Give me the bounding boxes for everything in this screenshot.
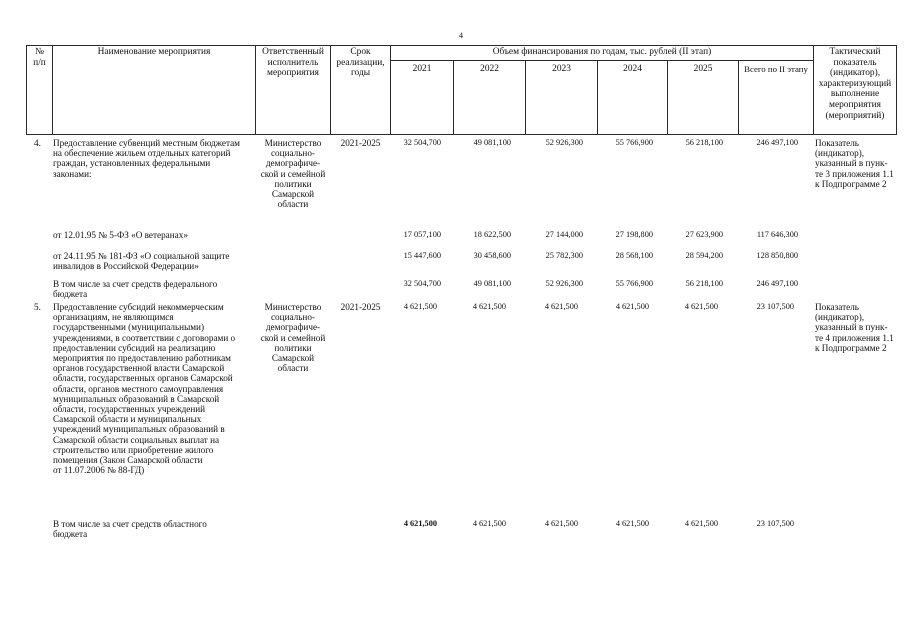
row-value-2025: 56 218,100: [685, 279, 723, 288]
row-value-2023: 27 144,000: [545, 230, 583, 239]
page-number: 4: [459, 31, 463, 40]
header-responsible: Ответственный исполнитель мероприятия: [262, 47, 324, 79]
header-col-line: [390, 45, 391, 135]
row-value-2022: 18 622,500: [473, 230, 511, 239]
row-name: Предоставление субсидий некоммерческим организациям, не являющимся государственными (муниципальными) учреждениями, в соответствии с договорами о предоставлении субсидий на реализацию мероприятия по предоставлению работникам органов государственной власти Самарской области, государственных органов Самарской области, органов местного самоуправления муниципальных образований в Самарской области, государственных учреждений Самарской области и муниципальных учреждений муниципальных образований в Самарской области социальных выплат на строительство или приобретение жилого помещения (Закон Самарской области от 11.07.2006 № 88-ГД): [53, 302, 236, 476]
header-year: 2021: [412, 64, 432, 74]
row-value-2023: 52 926,300: [545, 279, 583, 288]
header-year: 2024: [623, 64, 642, 74]
row-responsible: Министерство социально- демографиче- ской и семейной политики Самарской области: [260, 302, 326, 374]
row-indicator: Показатель (индикатор), указанный в пунк- те 3 приложения 1.1 к Подпрограмме 2: [815, 138, 894, 189]
row-value-2024: 55 766,900: [615, 138, 653, 147]
row-value-2021: 4 621,500: [403, 519, 437, 528]
row-value-2022: 49 081,100: [473, 279, 511, 288]
row-value-2025: 4 621,500: [684, 302, 718, 311]
row-value-2022: 49 081,100: [473, 138, 511, 147]
row-name: В том числе за счет средств федерального бюджета: [53, 279, 218, 300]
row-value-2021: 17 057,100: [403, 230, 441, 239]
row-total: 23 107,500: [756, 302, 794, 311]
header-bottom-border: [26, 134, 896, 135]
row-value-2023: 4 621,500: [544, 302, 578, 311]
row-value-2022: 4 621,500: [472, 519, 506, 528]
header-num: № п/п: [33, 47, 46, 68]
row-value-2022: 30 458,600: [473, 251, 511, 260]
header-col-line: [896, 45, 897, 135]
row-value-2025: 56 218,100: [685, 138, 723, 147]
row-value-2021: 32 504,700: [403, 279, 441, 288]
row-term: 2021-2025: [340, 138, 381, 148]
row-value-2021: 15 447,600: [403, 251, 441, 260]
row-value-2024: 4 621,500: [615, 519, 649, 528]
row-name: В том числе за счет средств областного бюджета: [53, 519, 207, 540]
row-term: 2021-2025: [340, 302, 381, 312]
row-value-2023: 4 621,500: [544, 519, 578, 528]
row-total: 246 497,100: [756, 279, 798, 288]
row-name: Предоставление субвенций местным бюджетам на обеспечение жильем отдельных категорий граждан, установленных федеральными законами:: [53, 138, 240, 179]
row-total: 128 850,800: [756, 251, 798, 260]
row-responsible: Министерство социально- демографиче- ской и семейной политики Самарской области: [260, 138, 326, 210]
header-col-line: [52, 45, 53, 135]
row-value-2025: 27 623,900: [685, 230, 723, 239]
header-funding: Объем финансирования по годам, тыс. рублей (II этап): [492, 47, 712, 57]
row-name: от 12.01.95 № 5-ФЗ «О ветеранах»: [53, 230, 188, 240]
row-total: 23 107,500: [756, 519, 794, 528]
row-value-2025: 4 621,500: [684, 519, 718, 528]
header-term: Срок реализации, годы: [336, 47, 385, 79]
header-year: 2023: [552, 64, 571, 74]
row-value-2025: 28 594,200: [685, 251, 723, 260]
row-value-2023: 25 782,300: [545, 251, 583, 260]
header-name: Наименование мероприятия: [97, 47, 211, 57]
header-total: Всего по II этапу: [744, 64, 808, 74]
row-value-2024: 55 766,900: [615, 279, 653, 288]
row-value-2024: 28 568,100: [615, 251, 653, 260]
header-year: 2025: [693, 64, 713, 74]
header-indicator: Тактический показатель (индикатор), характеризующий выполнение мероприятия (мероприятий): [818, 47, 892, 121]
row-value-2023: 52 926,300: [545, 138, 583, 147]
row-total: 246 497,100: [756, 138, 798, 147]
row-value-2021: 4 621,500: [403, 302, 437, 311]
row-total: 117 646,300: [756, 230, 798, 239]
header-year: 2022: [480, 64, 499, 74]
row-number: 4.: [34, 138, 41, 148]
row-name: от 24.11.95 № 181-ФЗ «О социальной защите инвалидов в Российской Федерации»: [53, 251, 230, 272]
row-value-2024: 4 621,500: [615, 302, 649, 311]
row-number: 5.: [34, 302, 41, 312]
header-top-border: [26, 45, 896, 46]
row-indicator: Показатель (индикатор), указанный в пунк- те 4 приложения 1.1 к Подпрограмме 2: [815, 302, 894, 353]
row-value-2021: 32 504,700: [403, 138, 441, 147]
row-value-2024: 27 198,800: [615, 230, 653, 239]
row-value-2022: 4 621,500: [472, 302, 506, 311]
